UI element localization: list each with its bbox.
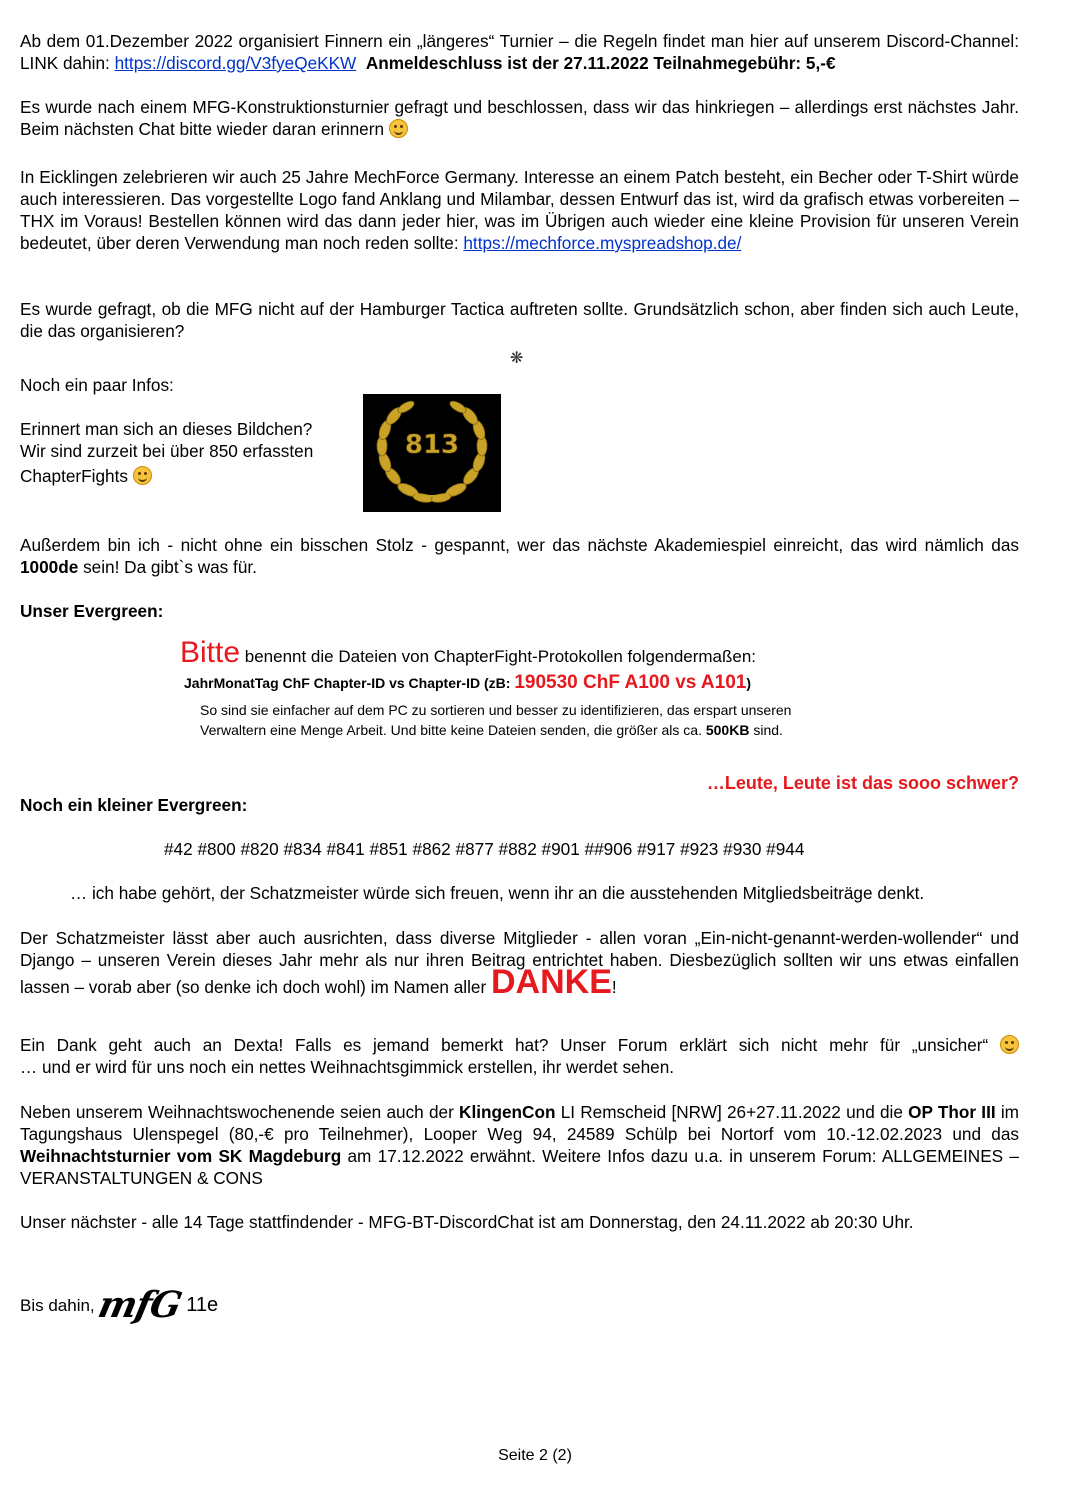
chapterfights-text: Erinnert man sich an dieses Bildchen? Wir sind zurzeit bei über 850 erfassten ChapterFights bbox=[20, 419, 314, 486]
bitte-word: Bitte bbox=[180, 636, 241, 669]
danke-word: DANKE bbox=[490, 963, 612, 1001]
smiley-icon bbox=[1000, 1035, 1019, 1054]
smiley-icon bbox=[389, 119, 408, 138]
missing-numbers-list: #42 #800 #820 #834 #841 #851 #862 #877 #882 #901 ##906 #917 #923 #930 #944 bbox=[164, 839, 805, 859]
paragraph-dexta: Ein Dank geht auch an Dexta! Falls es jemand bemerkt hat? Unser Forum erklärt sich nicht mehr für „unsicher“ … und er wird für uns noch ein nettes Weihnachtsgimmick erstellen, ihr werdet sehen. bbox=[20, 1034, 1019, 1078]
paragraph-events: Neben unserem Weihnachtswochenende seien auch der KlingenCon LI Remscheid [NRW] 26+27.11.2022 und die OP Thor III im Tagungshaus Ulenspegel (80,-€ pro Teilnehmer), Looper Weg 94, 24589 Schülp bei Nortorf vom 10.-12.02.2023 und das Weihnachtsturnier vom SK Magdeburg am 17.12.2022 erwähnt. Weitere Infos dazu u.a. in unserem Forum: ALLGEMEINES – VERANSTALTUNGEN & CONS bbox=[20, 1102, 1019, 1188]
infos-heading: Noch ein paar Infos: bbox=[20, 375, 174, 395]
paragraph-tactica: Es wurde gefragt, ob die MFG nicht auf der Hamburger Tactica auftreten sollte. Grundsätzlich schon, aber finden sich auch Leute, die das organisieren? bbox=[20, 299, 1019, 341]
laurel-badge-image bbox=[363, 394, 501, 512]
paragraph-next-chat: Unser nächster - alle 14 Tage stattfindender - MFG-BT-DiscordChat ist am Donnerstag, den 24.11.2022 ab 20:30 Uhr. bbox=[20, 1212, 914, 1232]
filename-format: JahrMonatTag ChF Chapter-ID vs Chapter-ID (zB: 190530 ChF A100 vs A101) bbox=[184, 672, 752, 693]
paragraph-tournament: Ab dem 01.Dezember 2022 organisiert Finnern ein „längeres“ Turnier – die Regeln findet man hier auf unserem Discord-Channel: LINK dahin: https://discord.gg/V3fyeQeKKW Anmeldeschluss ist der 27.11.2022 Teilnahmegebühr: 5,-€ bbox=[20, 31, 1019, 73]
small-evergreen-heading: Noch ein kleiner Evergreen: bbox=[20, 795, 248, 815]
closing-line: Bis dahin, mfG 11e bbox=[20, 1284, 219, 1326]
signature: mfG bbox=[94, 1284, 186, 1326]
paragraph-academy-game: Außerdem bin ich - nicht ohne ein bisschen Stolz - gespannt, wer das nächste Akademiespiel einreicht, das wird nämlich das 1000de sein! Da gibt`s was für. bbox=[20, 535, 1019, 577]
registration-deadline: Anmeldeschluss ist der 27.11.2022 Teilnahmegebühr: 5,-€ bbox=[365, 53, 836, 73]
spreadshop-link[interactable]: https://mechforce.myspreadshop.de/ bbox=[463, 233, 742, 253]
discord-link[interactable]: https://discord.gg/V3fyeQeKKW bbox=[114, 53, 357, 73]
paragraph-anniversary: In Eicklingen zelebrieren wir auch 25 Jahre MechForce Germany. Interesse an einem Patch besteht, ein Becher oder T-Shirt würde auch interessieren. Das vorgestellte Logo fand Anklang und Milambar, dessen Entwurf das ist, wird da grafisch etwas vorbereiten – THX im Voraus! Bestellen können wird das dann jeder hier, was im Übrigen auch wieder eine kleine Provision für unseren Verein bedeutet, über deren Verwendung man noch reden sollte: https://mechforce.myspreadshop.de/ bbox=[20, 167, 1019, 253]
evergreen-intro: Bitte benennt die Dateien von ChapterFight-Protokollen folgendermaßen: bbox=[180, 636, 757, 669]
paragraph-construction-tournament: Es wurde nach einem MFG-Konstruktionsturnier gefragt und beschlossen, dass wir das hinkriegen – allerdings erst nächstes Jahr. Beim nächsten Chat bitte wieder daran erinnern bbox=[20, 97, 1019, 139]
separator-ornament-icon: ❋ bbox=[510, 350, 524, 367]
paragraph-treasurer-thanks: Der Schatzmeister lässt aber auch ausrichten, dass diverse Mitglieder - allen voran „Ein-nicht-genannt-werden-wollender“ und Django – unseren Verein dieses Jahr mehr als nur ihren Beitrag entrichtet haben. Diesbezüglich sollten wir uns etwas einfallen lassen – vorab aber (so denke ich doch wohl) im Namen aller DANKE! bbox=[20, 928, 1019, 1001]
evergreen-heading: Unser Evergreen: bbox=[20, 601, 164, 621]
evergreen-box bbox=[180, 636, 880, 740]
laurel-wreath-icon bbox=[363, 394, 501, 512]
page-footer: Seite 2 (2) bbox=[498, 1447, 572, 1464]
evergreen-leute: …Leute, Leute ist das sooo schwer? bbox=[706, 773, 1019, 793]
filename-example: 190530 ChF A100 vs A101 bbox=[514, 672, 747, 693]
paragraph-treasurer-fees: … ich habe gehört, der Schatzmeister würde sich freuen, wenn ihr an die ausstehenden Mitgliedsbeiträge denkt. bbox=[70, 883, 925, 903]
evergreen-note: So sind sie einfacher auf dem PC zu sortieren und besser zu identifizieren, das erspart unseren Verwaltern eine Menge Arbeit. Und bitte keine Dateien senden, die größer als ca. 500KB sind. bbox=[200, 702, 792, 738]
badge-number: 813 bbox=[404, 430, 460, 460]
smiley-icon bbox=[133, 466, 152, 485]
